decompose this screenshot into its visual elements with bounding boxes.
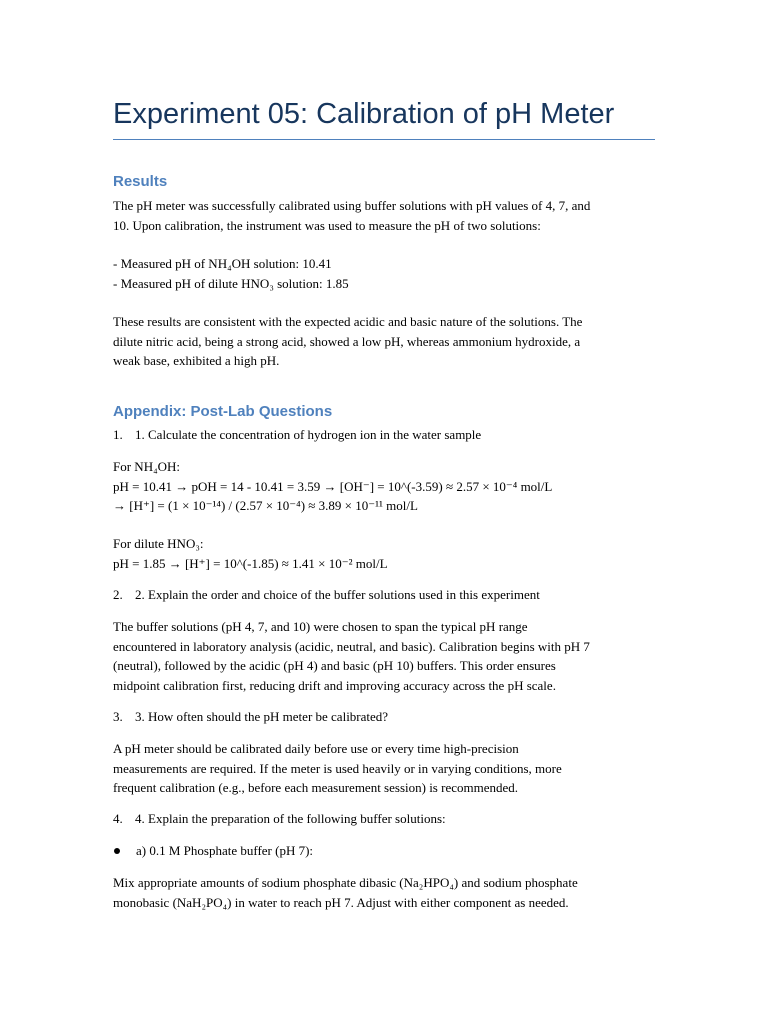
answer-label: For dilute HNO₃: <box>113 536 204 551</box>
bullet-dot-icon <box>114 848 120 854</box>
question-2 <box>113 585 540 605</box>
answer-line: (neutral), followed by the acidic (pH 4) and basic (pH 10) buffers. This order ensures <box>113 658 556 673</box>
results-heading: Results <box>113 173 168 190</box>
title-underline <box>113 139 655 140</box>
page-title: Experiment 05: Calibration of pH Meter <box>113 98 615 130</box>
question-text: 3. How often should the pH meter be calibrated? <box>135 709 389 724</box>
question-text: 1. Calculate the concentration of hydrogen ion in the water sample <box>135 427 482 442</box>
question-number: 3. <box>113 709 123 724</box>
answer-line: → [H⁺] = (1 × 10⁻¹⁴) / (2.57 × 10⁻⁴) ≈ 3.89 × 10⁻¹¹ mol/L <box>113 498 418 513</box>
answer-line: measurements are required. If the meter is used heavily or in varying conditions, more <box>113 760 562 776</box>
results-discussion-line: dilute nitric acid, being a strong acid, showed a low pH, whereas ammonium hydroxide, a <box>113 333 581 349</box>
measurement-hno3: - Measured pH of dilute HNO₃ solution: 1.85 <box>113 275 349 291</box>
answer-line: pH = 10.41 → pOH = 14 - 10.41 = 3.59 → [OH⁻] = 10^(-3.59) ≈ 2.57 × 10⁻⁴ mol/L <box>113 478 553 494</box>
answer-line: pH = 1.85 → [H⁺] = 10^(-1.85) ≈ 1.41 × 10⁻² mol/L <box>113 555 388 571</box>
question-number: 2. <box>113 587 123 602</box>
question-text: 2. Explain the order and choice of the buffer solutions used in this experiment <box>135 587 540 602</box>
answer-line: Mix appropriate amounts of sodium phosphate dibasic (Na₂HPO₄) and sodium phosphate <box>113 875 578 890</box>
answer-line: frequent calibration (e.g., before each measurement session) is recommended. <box>113 780 518 795</box>
question-number: 1. <box>113 427 123 442</box>
answer-line: The buffer solutions (pH 4, 7, and 10) were chosen to span the typical pH range <box>113 619 528 634</box>
results-discussion-line: These results are consistent with the expected acidic and basic nature of the solutions. The <box>113 314 583 329</box>
question-4 <box>113 809 446 829</box>
answer-label: For NH₄OH: <box>113 459 181 474</box>
results-paragraph-line: 10. Upon calibration, the instrument was used to measure the pH of two solutions: <box>113 217 541 233</box>
question-text: 4. Explain the preparation of the following buffer solutions: <box>135 811 446 826</box>
question-3 <box>113 707 388 727</box>
appendix-heading: Appendix: Post-Lab Questions <box>113 403 333 420</box>
bullet-item-phosphate: a) 0.1 M Phosphate buffer (pH 7): <box>136 843 314 858</box>
answer-line: A pH meter should be calibrated daily before use or every time high-precision <box>113 741 519 756</box>
results-paragraph-line: The pH meter was successfully calibrated using buffer solutions with pH values of 4, 7, and <box>113 198 591 213</box>
question-number: 4. <box>113 811 123 826</box>
results-discussion-line: weak base, exhibited a high pH. <box>113 353 280 368</box>
answer-line: encountered in laboratory analysis (acidic, neutral, and basic). Calibration begins with pH 7 <box>113 638 590 654</box>
measurement-nh4oh: - Measured pH of NH₄OH solution: 10.41 <box>113 256 332 271</box>
answer-line: monobasic (NaH₂PO₄) in water to reach pH 7. Adjust with either component as needed. <box>113 894 569 910</box>
answer-line: midpoint calibration first, reducing drift and improving accuracy across the pH scale. <box>113 677 556 693</box>
question-1 <box>113 425 481 445</box>
